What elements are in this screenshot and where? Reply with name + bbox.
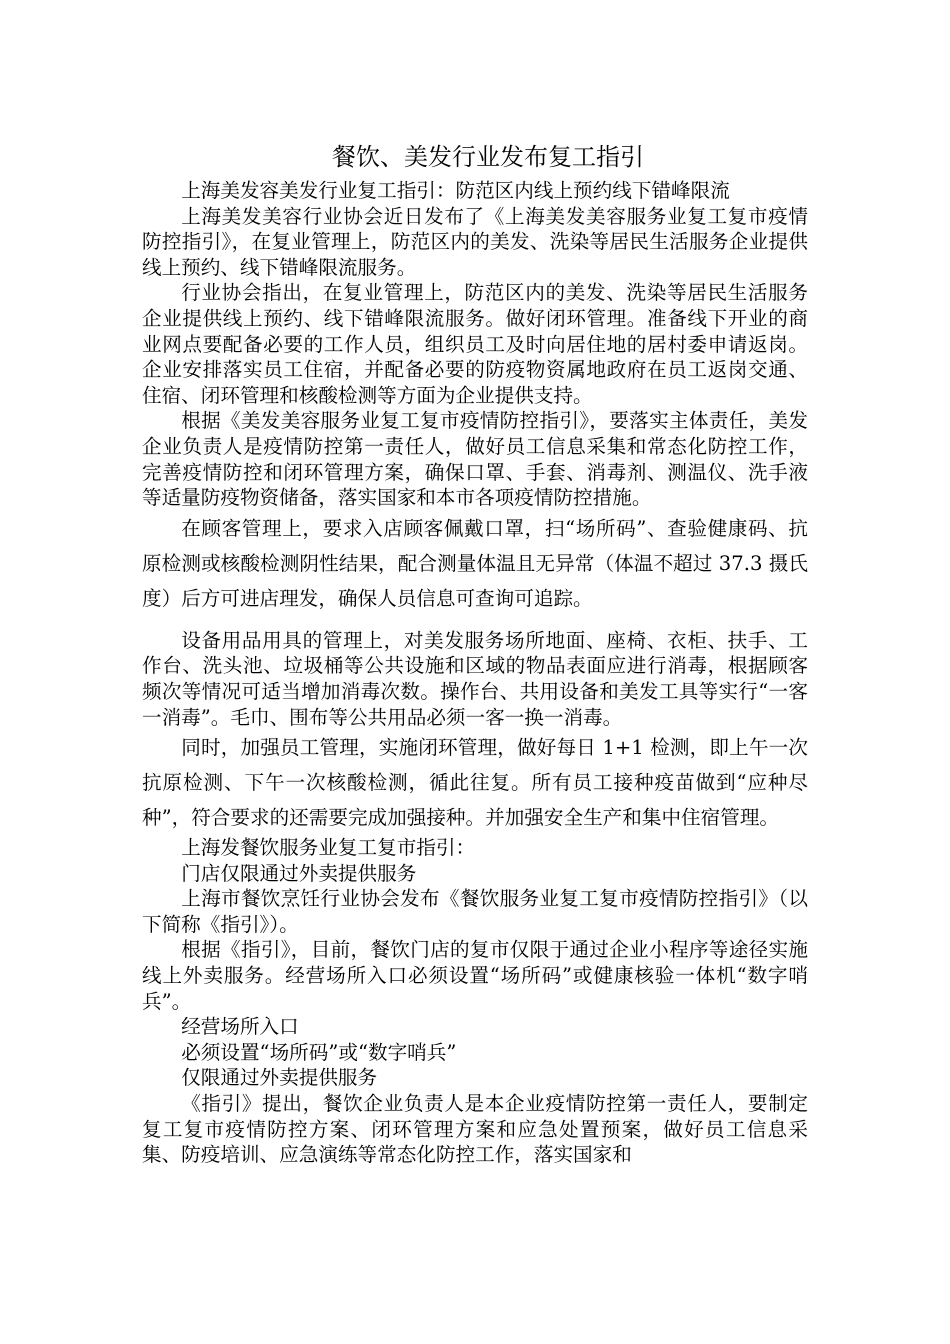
paragraph-hair-heading: 上海美发容美发行业复工指引：防范区内线上预约线下错峰限流 — [181, 179, 730, 202]
paragraph-food-code: 必须设置“场所码”或“数字哨兵” — [181, 1040, 457, 1064]
paragraph-hair-staff: 同时，加强员工管理，实施闭环管理，做好每日 1+1 检测，即上午一次抗原检测、下午一次核酸检测，循此往复。所有员工接种疫苗做到“应种尽种”，符合要求的还需要完成加强接种。并加强安全生产和集中住宿管理。 — [142, 736, 808, 830]
paragraph-food-guideline: 根据《指引》，目前，餐饮门店的复市仅限于通过企业小程序等途径实施线上外卖服务。经营场所入口必须设置“场所码”或健康核验一体机“数字哨兵”。 — [142, 938, 808, 1013]
paragraph-hair-customer: 在顾客管理上，要求入店顾客佩戴口罩，扫“场所码”、查验健康码、抗原检测或核酸检测阴性结果，配合测量体温且无异常（体温不超过 37.3 摄氏度）后方可进店理发，确保人员信息可查询可追踪。 — [142, 516, 808, 610]
document-title: 餐饮、美发行业发布复工指引 — [332, 143, 644, 171]
paragraph-food-takeout: 仅限通过外卖提供服务 — [181, 1066, 378, 1090]
paragraph-hair-intro: 上海美发美容行业协会近日发布了《上海美发美容服务业复工复市疫情防控指引》，在复业管理上，防范区内的美发、洗染等居民生活服务企业提供线上预约、线下错峰限流服务。 — [142, 204, 808, 279]
paragraph-hair-responsibility: 根据《美发美容服务业复工复市疫情防控指引》，要落实主体责任，美发企业负责人是疫情防控第一责任人，做好员工信息采集和常态化防控工作，完善疫情防控和闭环管理方案，确保口罩、手套、消毒剂、测温仪、洗手液等适量防疫物资储备，落实国家和本市各项疫情防控措施。 — [142, 409, 808, 510]
paragraph-hair-association: 行业协会指出，在复业管理上，防范区内的美发、洗染等居民生活服务企业提供线上预约、线下错峰限流服务。做好闭环管理。准备线下开业的商业网点要配备必要的工作人员，组织员工及时向居住地的居村委申请返岗。企业安排落实员工住宿，并配备必要的防疫物资属地政府在员工返岗交通、住宿、闭环管理和核酸检测等方面为企业提供支持。 — [142, 281, 808, 407]
paragraph-food-heading: 上海发餐饮服务业复工复市指引： — [181, 836, 476, 860]
paragraph-food-entrance: 经营场所入口 — [181, 1015, 299, 1039]
paragraph-food-responsibility: 《指引》提出，餐饮企业负责人是本企业疫情防控第一责任人，要制定复工复市疫情防控方案、闭环管理方案和应急处置预案，做好员工信息采集、防疫培训、应急演练等常态化防控工作，落实国家和 — [142, 1092, 808, 1167]
paragraph-food-association: 上海市餐饮烹饪行业协会发布《餐饮服务业复工复市疫情防控指引》（以下简称《指引》）。 — [142, 887, 808, 936]
paragraph-food-subheading: 门店仅限通过外卖提供服务 — [181, 861, 417, 885]
paragraph-hair-equipment: 设备用品用具的管理上，对美发服务场所地面、座椅、衣柜、扶手、工作台、洗头池、垃圾桶等公共设施和区域的物品表面应进行消毒，根据顾客频次等情况可适当增加消毒次数。操作台、共用设备和美发工具等实行“一客一消毒”。毛巾、围布等公共用品必须一客一换一消毒。 — [142, 628, 808, 729]
